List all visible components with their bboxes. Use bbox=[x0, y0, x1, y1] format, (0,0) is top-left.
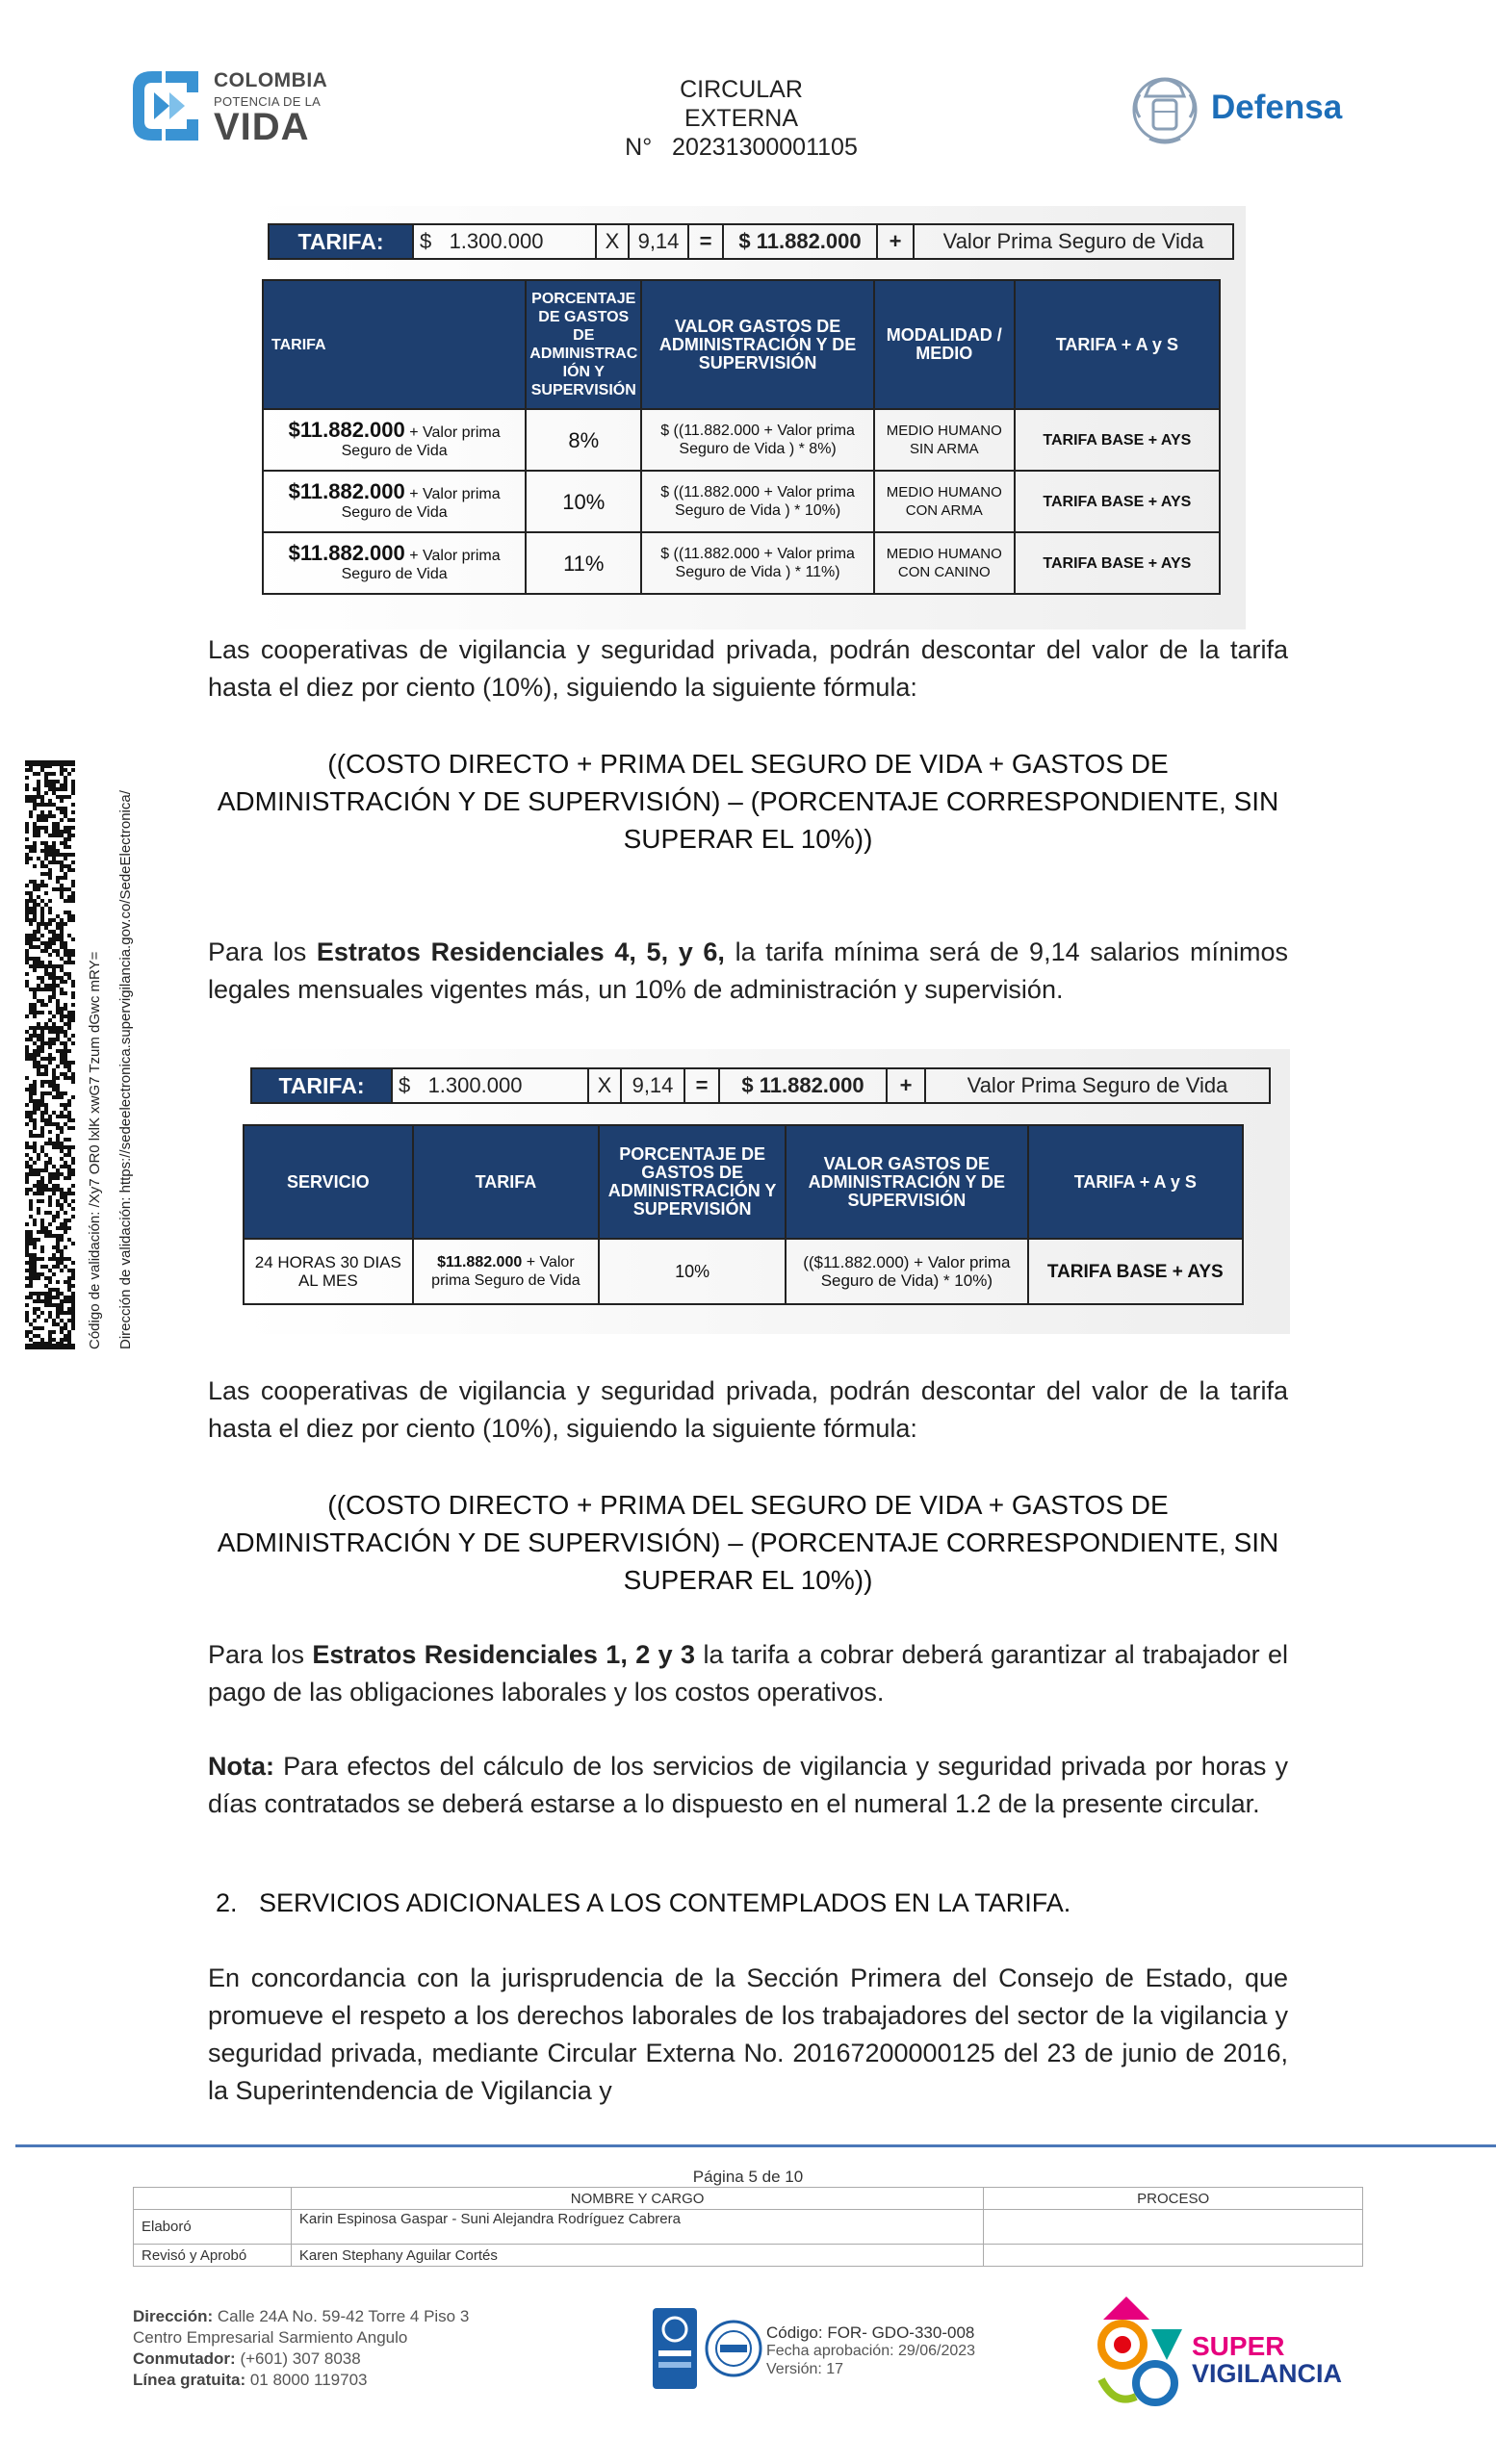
multiply-sign: X bbox=[597, 225, 630, 258]
equals-sign: = bbox=[685, 1069, 720, 1102]
para2-bold: Estratos Residenciales 4, 5, y 6, bbox=[316, 937, 725, 966]
table-row bbox=[263, 471, 1220, 532]
row-valor: $ ((11.882.000 + Valor prima Seguro de Vida ) * 10%) bbox=[641, 471, 874, 532]
table2 bbox=[243, 1124, 1244, 1305]
nota-text: Para efectos del cálculo de los servicios de vigilancia y seguridad privada por horas y días contratados se deberá estarse a lo dispuesto en el numeral 1.2 de la presente circular. bbox=[208, 1752, 1288, 1818]
footer-col-proceso: PROCESO bbox=[984, 2188, 1363, 2210]
paragraph-cooperativas-1: Las cooperativas de vigilancia y seguridad privada, podrán descontar del valor de la tarifa hasta el diez por ciento (10%), siguiendo la siguiente fórmula: bbox=[208, 635, 1288, 702]
tarifa-label: TARIFA: bbox=[252, 1069, 393, 1102]
supervigilancia-emblem-icon bbox=[1094, 2291, 1190, 2416]
row-valor: (($11.882.000) + Valor prima Seguro de Vida) * 10%) bbox=[786, 1239, 1028, 1304]
row-pct: 11% bbox=[526, 532, 641, 594]
version-value: Versión: 17 bbox=[766, 2361, 844, 2377]
row-valor: $ ((11.882.000 + Valor prima Seguro de Vida ) * 8%) bbox=[641, 409, 874, 471]
codigo-value: Código: FOR- GDO-330-008 bbox=[766, 2323, 975, 2342]
page-number: Página 5 de 10 bbox=[692, 2168, 804, 2186]
table2-header-servicio: SERVICIO bbox=[244, 1125, 413, 1239]
table1-header-valor: VALOR GASTOS DE ADMINISTRACIÓN Y DE SUPERVISIÓN bbox=[641, 280, 874, 409]
iso-certification-icon bbox=[651, 2306, 766, 2391]
section-heading-2: 2. SERVICIOS ADICIONALES A LOS CONTEMPLADOS EN LA TARIFA. bbox=[216, 1888, 1071, 1917]
row-total: TARIFA BASE + AYS bbox=[1015, 471, 1220, 532]
dir-value: Calle 24A No. 59-42 Torre 4 Piso 3 bbox=[213, 2307, 470, 2325]
para4-post: la tarifa a cobrar deberá garantizar al trabajador el pago de las obligaciones laborales y los costos operativos. bbox=[208, 1640, 1289, 1707]
table1-header-tarifa: TARIFA bbox=[263, 280, 526, 409]
nota-paragraph bbox=[208, 1748, 1288, 1823]
dir-label: Dirección: bbox=[133, 2307, 214, 2325]
fecha-aprobacion: Fecha aprobación: 29/06/2023 bbox=[766, 2343, 976, 2359]
tarifa-factor: 9,14 bbox=[622, 1069, 685, 1102]
externa-label: EXTERNA bbox=[684, 105, 799, 132]
dir-line2: Centro Empresarial Sarmiento Angulo bbox=[133, 2328, 408, 2347]
validation-code: Código de validación: /Xy7 OR0 lxlK xwG7 Tzum dGwc mRY= bbox=[87, 951, 103, 1349]
colombia-logo-icon bbox=[131, 69, 200, 142]
paragraph-cooperativas-2: Las cooperativas de vigilancia y seguridad privada, podrán descontar del valor de la tarifa hasta el diez por ciento (10%), siguiendo la siguiente fórmula: bbox=[208, 1376, 1288, 1443]
tarifa-total: $ 11.882.000 bbox=[724, 225, 878, 258]
footer-divider bbox=[15, 2144, 1496, 2147]
linea-value: 01 8000 119703 bbox=[245, 2371, 368, 2389]
row-tarifa-rest: + Valor prima Seguro de Vida bbox=[431, 1254, 580, 1289]
tarifa-total: $ 11.882.000 bbox=[720, 1069, 888, 1102]
circular-label: CIRCULAR bbox=[680, 76, 803, 103]
conmutador-value: (+601) 307 8038 bbox=[235, 2349, 361, 2368]
row-total: TARIFA BASE + AYS bbox=[1028, 1239, 1243, 1304]
paragraph-estratos-456 bbox=[208, 934, 1288, 1009]
table-row bbox=[263, 409, 1220, 471]
table2-header-valor: VALOR GASTOS DE ADMINISTRACIÓN Y DE SUPERVISIÓN bbox=[786, 1125, 1028, 1239]
logo-line-2: POTENCIA DE LA bbox=[214, 94, 322, 109]
row-total: TARIFA BASE + AYS bbox=[1015, 532, 1220, 594]
footer-reviso-row bbox=[134, 2245, 1363, 2267]
row-pct: 8% bbox=[526, 409, 641, 471]
circular-number-block bbox=[597, 75, 886, 162]
row-total: TARIFA BASE + AYS bbox=[1015, 409, 1220, 471]
table1-tarifa-formula bbox=[268, 223, 1234, 260]
paragraph-estratos-123 bbox=[208, 1636, 1288, 1711]
nota-label: Nota: bbox=[208, 1752, 274, 1781]
conmutador-label: Conmutador: bbox=[133, 2349, 236, 2368]
logo-line-1: COLOMBIA bbox=[214, 69, 328, 91]
table1-header-total: TARIFA + A y S bbox=[1015, 280, 1220, 409]
row-tarifa-value: $11.882.000 bbox=[288, 417, 405, 442]
table-row bbox=[244, 1239, 1243, 1304]
circular-number: N° 20231300001105 bbox=[625, 134, 858, 161]
vigilancia-label: VIGILANCIA bbox=[1192, 2359, 1343, 2388]
para4-bold: Estratos Residenciales 1, 2 y 3 bbox=[312, 1640, 696, 1669]
linea-label: Línea gratuita: bbox=[133, 2371, 246, 2389]
prima-label: Valor Prima Seguro de Vida bbox=[967, 1073, 1228, 1097]
table2-header-tarifa: TARIFA bbox=[413, 1125, 600, 1239]
coat-of-arms-icon bbox=[1126, 67, 1203, 150]
row-medio: MEDIO HUMANO CON CANINO bbox=[874, 532, 1015, 594]
super-label: SUPER bbox=[1192, 2331, 1285, 2361]
plus-sign: + bbox=[878, 225, 915, 258]
supervigilancia-logo bbox=[1094, 2291, 1363, 2416]
defensa-label: Defensa bbox=[1211, 89, 1343, 126]
row-pct: 10% bbox=[526, 471, 641, 532]
plus-sign: + bbox=[888, 1069, 926, 1102]
multiply-sign: X bbox=[589, 1069, 622, 1102]
table2-header-total: TARIFA + A y S bbox=[1028, 1125, 1243, 1239]
tarifa-salario: $ 1.300.000 bbox=[414, 225, 597, 258]
footer-approval-table bbox=[133, 2187, 1363, 2267]
validation-qr-code bbox=[25, 760, 75, 1349]
row-tarifa-value: $11.882.000 bbox=[437, 1254, 523, 1270]
row-tarifa-rest: + Valor prima Seguro de Vida bbox=[341, 485, 501, 521]
table2-tarifa-formula bbox=[250, 1067, 1271, 1104]
equals-sign: = bbox=[689, 225, 724, 258]
footer-document-code bbox=[766, 2323, 975, 2378]
formula-2: ((COSTO DIRECTO + PRIMA DEL SEGURO DE VIDA + GASTOS DE ADMINISTRACIÓN Y DE SUPERVISIÓN) – (PORCENTAJE CORRESPONDIENTE, SIN SUPERAR EL 10%)) bbox=[217, 1490, 1279, 1595]
tarifa-factor: 9,14 bbox=[630, 225, 689, 258]
table-row bbox=[263, 532, 1220, 594]
colombia-potencia-logo bbox=[131, 65, 328, 152]
footer-address bbox=[133, 2306, 469, 2391]
reviso-value: Karen Stephany Aguilar Cortés bbox=[291, 2245, 983, 2267]
table2-header-row bbox=[244, 1125, 1243, 1239]
footer-elaboro-row bbox=[134, 2210, 1363, 2245]
row-tarifa-rest: + Valor prima Seguro de Vida bbox=[341, 424, 501, 459]
table1-header-row bbox=[263, 280, 1220, 409]
row-pct: 10% bbox=[599, 1239, 786, 1304]
row-tarifa-value: $11.882.000 bbox=[288, 540, 405, 565]
row-tarifa-value: $11.882.000 bbox=[288, 478, 405, 503]
elaboro-label: Elaboró bbox=[134, 2210, 292, 2245]
row-medio: MEDIO HUMANO SIN ARMA bbox=[874, 409, 1015, 471]
tarifa-label: TARIFA: bbox=[270, 225, 414, 258]
row-servicio: 24 HORAS 30 DIAS AL MES bbox=[244, 1239, 413, 1304]
para4-pre: Para los bbox=[208, 1640, 313, 1669]
reviso-label: Revisó y Aprobó bbox=[134, 2245, 292, 2267]
table1 bbox=[262, 279, 1221, 595]
elaboro-value: Karin Espinosa Gaspar - Suni Alejandra Rodríguez Cabrera bbox=[291, 2210, 983, 2245]
paragraph-jurisprudencia: En concordancia con la jurisprudencia de la Sección Primera del Consejo de Estado, que promueve el respeto a los derechos laborales de los trabajadores del sector de la vigilancia y seguridad privada, mediante Circular Externa No. 20167200000125 del 23 de junio de 2016, la Superintendencia de Vigilancia y bbox=[208, 1964, 1288, 2105]
footer-col-nombre: NOMBRE Y CARGO bbox=[291, 2188, 983, 2210]
table2-header-porcentaje: PORCENTAJE DE GASTOS DE ADMINISTRACIÓN Y SUPERVISIÓN bbox=[599, 1125, 786, 1239]
table1-header-porcentaje: PORCENTAJE DE GASTOS DE ADMINISTRAC IÓN Y SUPERVISIÓN bbox=[526, 280, 641, 409]
row-medio: MEDIO HUMANO CON ARMA bbox=[874, 471, 1015, 532]
validation-url[interactable]: Dirección de validación: https://sedeelectronica.supervigilancia.gov.co/SedeElectronica/ bbox=[117, 790, 134, 1349]
para2-post: la tarifa mínima será de 9,14 salarios mínimos legales mensuales vigentes más, un 10% de administración y supervisión. bbox=[208, 937, 1288, 1004]
defensa-logo bbox=[1126, 67, 1357, 154]
prima-label: Valor Prima Seguro de Vida bbox=[942, 229, 1204, 253]
formula-1: ((COSTO DIRECTO + PRIMA DEL SEGURO DE VIDA + GASTOS DE ADMINISTRACIÓN Y DE SUPERVISIÓN) – (PORCENTAJE CORRESPONDIENTE, SIN SUPERAR EL 10%)) bbox=[217, 749, 1279, 854]
row-tarifa-rest: + Valor prima Seguro de Vida bbox=[341, 547, 501, 582]
row-valor: $ ((11.882.000 + Valor prima Seguro de Vida ) * 11%) bbox=[641, 532, 874, 594]
logo-line-3: VIDA bbox=[214, 106, 310, 148]
footer-header-row bbox=[134, 2188, 1363, 2210]
para2-pre: Para los bbox=[208, 937, 317, 966]
table1-header-modalidad: MODALIDAD / MEDIO bbox=[874, 280, 1015, 409]
tarifa-salario: $ 1.300.000 bbox=[393, 1069, 589, 1102]
